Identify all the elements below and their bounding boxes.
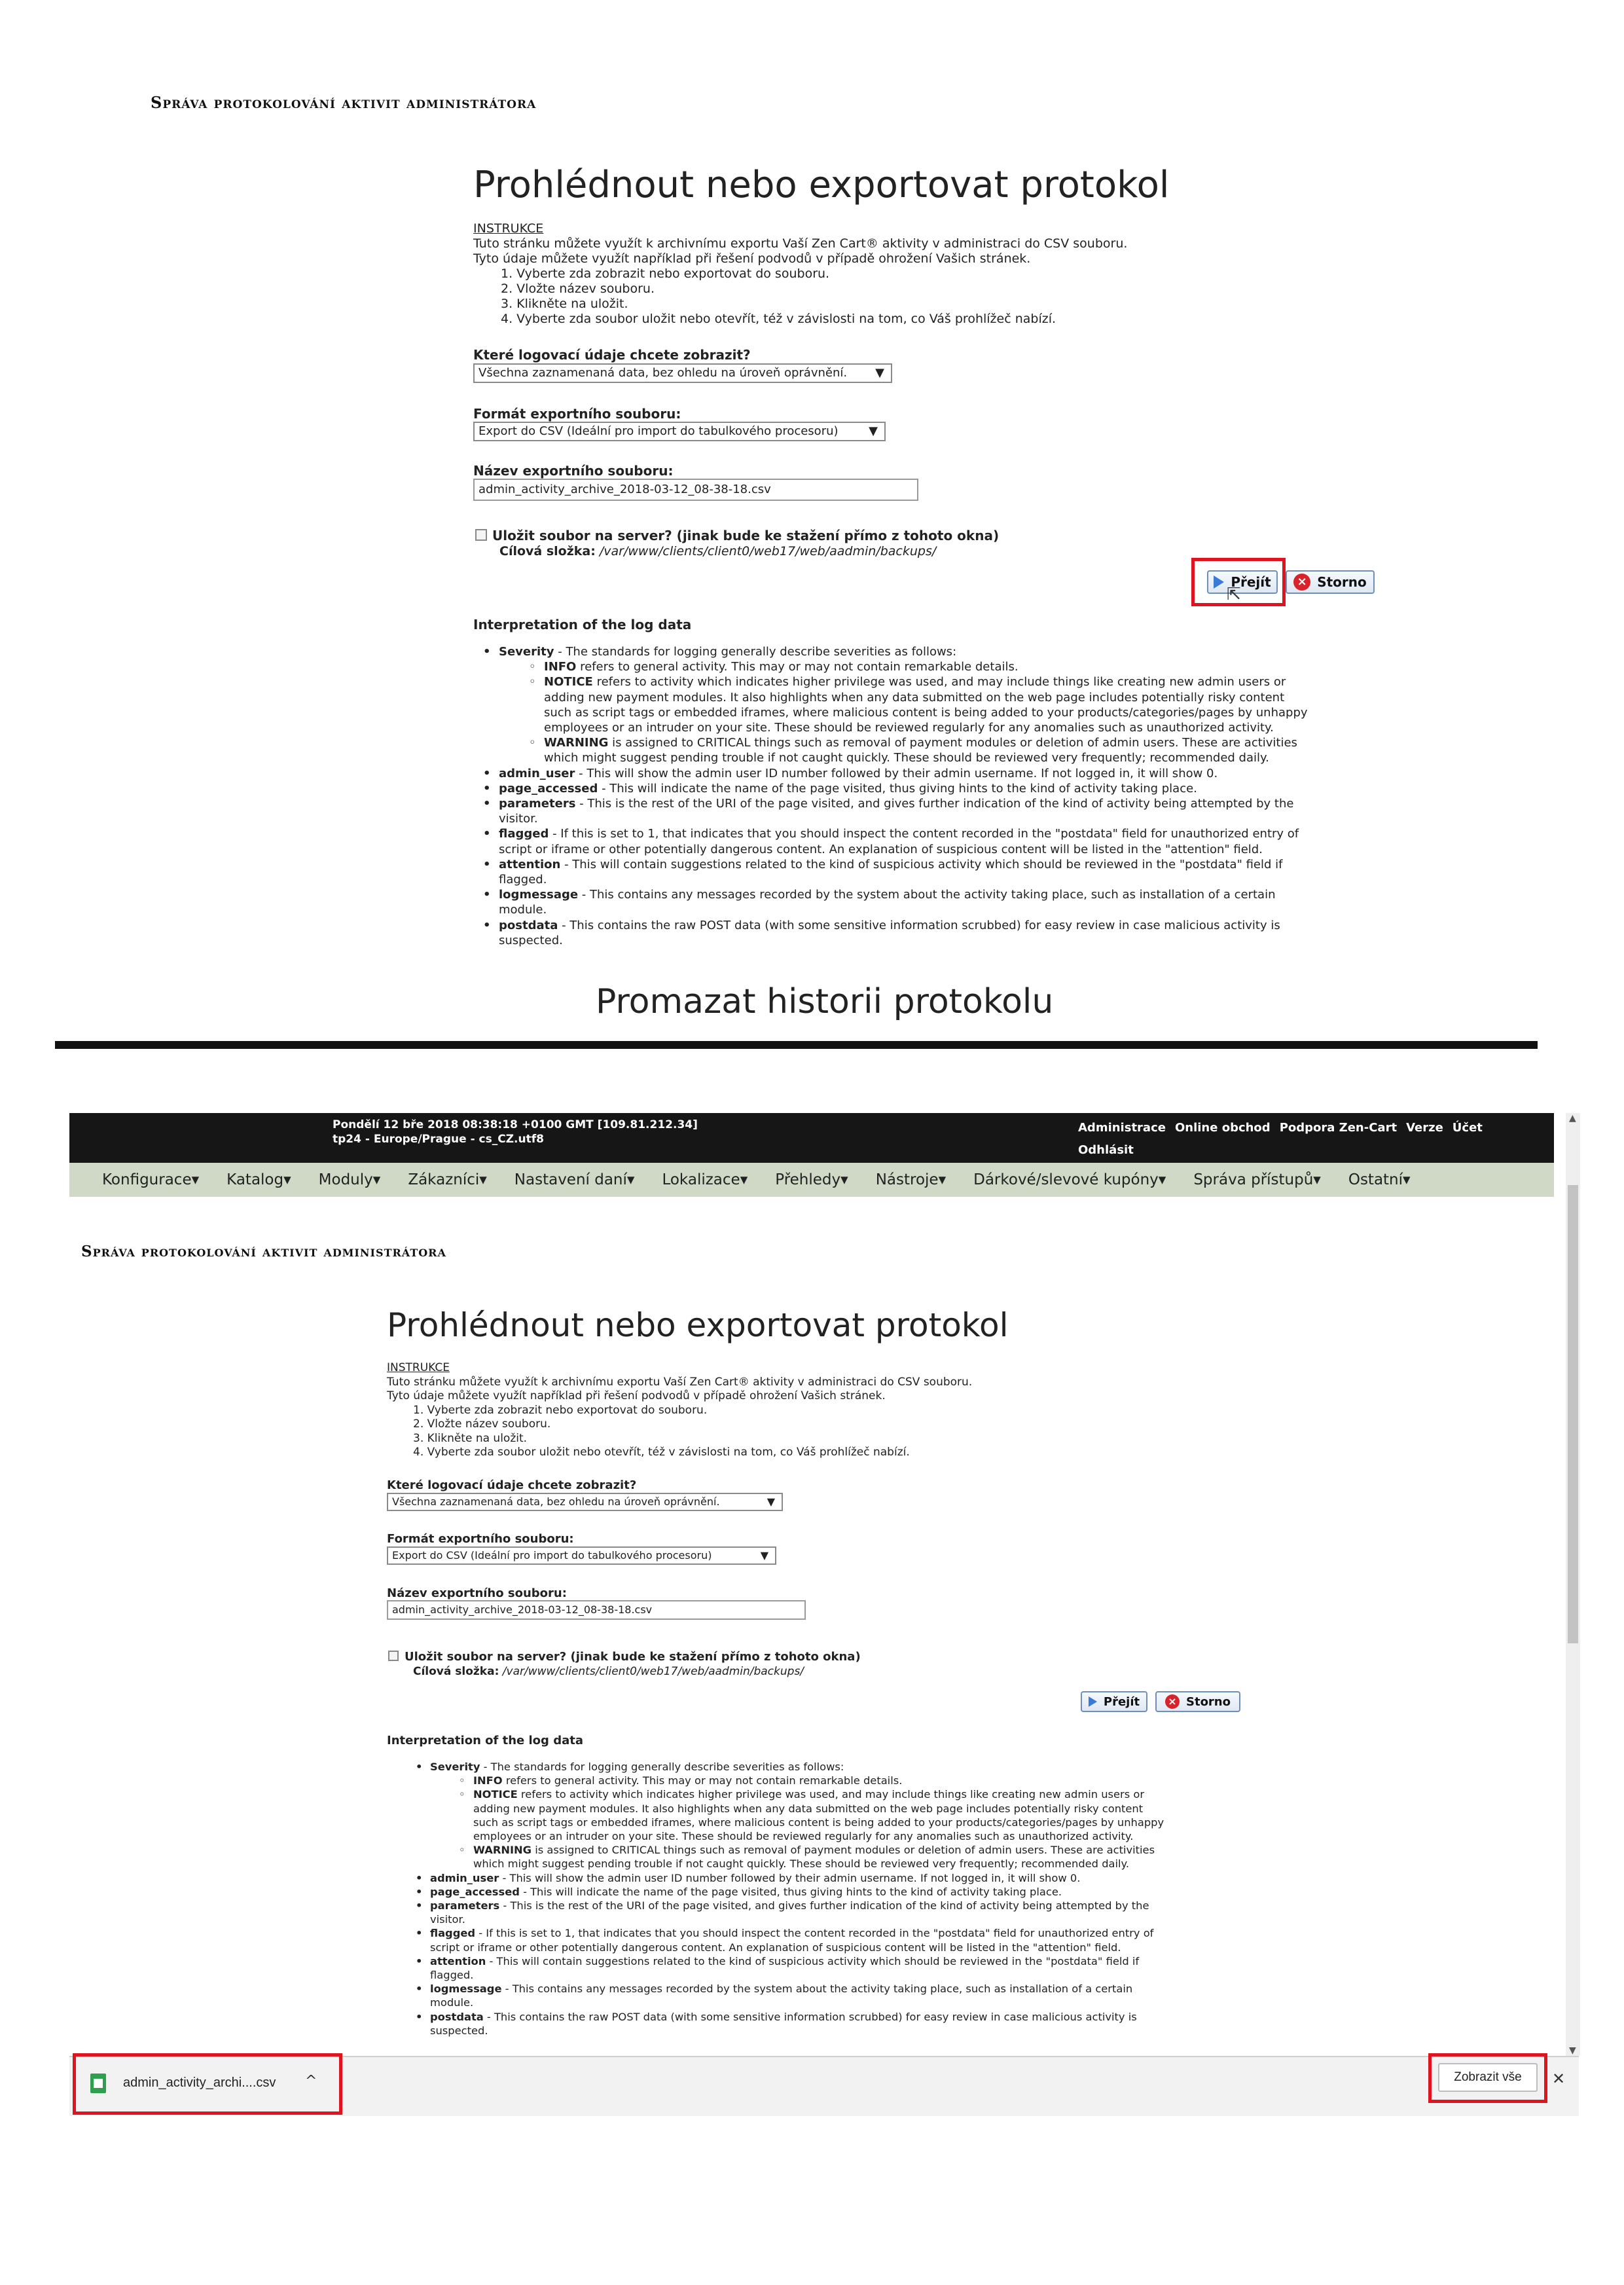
topbar-links — [1078, 1121, 1483, 1135]
link-account[interactable]: Účet — [1452, 1121, 1483, 1135]
severity-key: Severity — [430, 1761, 480, 1773]
list-item — [416, 1885, 1164, 1899]
menu-list — [102, 1163, 1411, 1197]
go-button-label: Přejít — [1103, 1694, 1140, 1709]
menu-label: Nástroje — [875, 1171, 939, 1188]
notice-line: refers to activity which indicates higher privilege was used, and may include things like creating new admin users or — [517, 1788, 1145, 1801]
instructions-steps — [387, 1404, 972, 1460]
info-text: refers to general activity. This may or may not contain remarkable details. — [502, 1774, 903, 1787]
bullet-icon: • — [483, 781, 491, 795]
field-desc: - If this is set to 1, that indicates that you should inspect the content recorded in the "postdata" field for unauthorized entry of — [549, 827, 1299, 841]
go-button-2[interactable] — [1081, 1691, 1147, 1712]
field-desc: - This contains any messages recorded by the system about the activity taking place, such as installation of a certain — [578, 888, 1276, 902]
severity-text: - The standards for logging generally describe severities as follows: — [554, 645, 957, 659]
list-item — [416, 1899, 1164, 1926]
warning-line: is assigned to CRITICAL things such as removal of payment modules or deletion of admin users. These are activities — [532, 1844, 1155, 1857]
chevron-down-icon: ▼ — [760, 1549, 768, 1562]
bullet-icon: • — [416, 1954, 423, 1967]
server-line: tp24 - Europe/Prague - cs_CZ.utf8 — [333, 1133, 544, 1146]
menu-prehledy[interactable] — [775, 1171, 848, 1188]
caret-down-icon: ▾ — [479, 1171, 487, 1188]
cancel-button-label: Storno — [1186, 1694, 1231, 1709]
bullet-icon: • — [416, 1761, 423, 1773]
menu-nastroje[interactable] — [876, 1171, 946, 1188]
scroll-down-icon[interactable]: ▼ — [1569, 2045, 1576, 2056]
field-key: admin_user — [430, 1871, 499, 1884]
list-item — [416, 1760, 1164, 1774]
step-item: 4. Vyberte zda soubor uložit nebo otevřít, též v závislosti na tom, co Váš prohlížeč nabízí. — [413, 1446, 910, 1459]
bullet-icon: • — [483, 766, 491, 780]
log-type-label-2: Které logovací údaje chcete zobrazit? — [387, 1478, 637, 1492]
field-desc: visitor. — [430, 1913, 465, 1926]
field-key: parameters — [499, 797, 576, 811]
format-select[interactable] — [473, 422, 886, 441]
list-item — [416, 1954, 1164, 1982]
notice-line: adding new payment modules. It also highlights when any data submitted on the web page includes potentially risky content — [544, 690, 1285, 704]
instructions-line2: Tyto údaje můžete využít například při řešení podvodů v případě ohrožení Vašich stránek. — [387, 1389, 886, 1402]
format-label-2: Formát exportního souboru: — [387, 1532, 574, 1546]
menu-label: Lokalizace — [662, 1171, 740, 1188]
step-item: 1. Vyberte zda zobrazit nebo exportovat do souboru. — [501, 266, 830, 281]
bullet-icon: • — [416, 2010, 423, 2023]
link-logout[interactable]: Odhlásit — [1078, 1143, 1134, 1157]
bullet-icon: • — [416, 1885, 423, 1898]
warning-line: is assigned to CRITICAL things such as removal of payment modules or deletion of admin users. These are activities — [608, 736, 1297, 750]
list-item — [483, 766, 1308, 781]
bullet-icon: • — [416, 1899, 423, 1912]
target-folder-path: /var/www/clients/client0/web17/web/aadmin/backups/ — [502, 1665, 804, 1678]
field-desc: - This will show the admin user ID number followed by their admin username. If not logged in, it will show 0. — [499, 1871, 1081, 1884]
menu-label: Moduly — [318, 1171, 373, 1188]
field-desc: - This will contain suggestions related to the kind of suspicious activity which should be reviewed in the "postdata" field if — [486, 1954, 1140, 1967]
instructions-block — [473, 221, 1127, 327]
field-desc: - This contains any messages recorded by the system about the activity taking place, such as installation of a certain — [501, 1983, 1133, 1996]
warning-key: WARNING — [544, 736, 609, 750]
go-button[interactable] — [1207, 570, 1278, 594]
play-icon — [1089, 1696, 1097, 1707]
mouse-cursor-icon: ⇱ — [1227, 585, 1241, 604]
filename-label-2: Název exportního souboru: — [387, 1586, 567, 1600]
link-shop[interactable]: Online obchod — [1174, 1121, 1271, 1135]
log-type-select[interactable] — [473, 363, 892, 383]
field-key: admin_user — [499, 766, 575, 780]
caret-down-icon: ▾ — [283, 1171, 291, 1188]
field-desc: - This will show the admin user ID number followed by their admin username. If not logged in, it will show 0. — [575, 766, 1218, 780]
caret-down-icon: ▾ — [191, 1171, 200, 1188]
scrollbar[interactable] — [1566, 1113, 1580, 2056]
link-support[interactable]: Podpora Zen-Cart — [1279, 1121, 1398, 1135]
notice-line: such as script tags or embedded iframes, where malicious content is being added to your products/categories/pages by unhappy — [544, 705, 1308, 720]
notice-line: refers to activity which indicates higher privilege was used, and may include things like creating new admin users or — [592, 675, 1286, 689]
list-item — [483, 887, 1308, 917]
show-all-button[interactable] — [1438, 2063, 1538, 2092]
bullet-icon: • — [416, 1927, 423, 1940]
instructions-line1: Tuto stránku můžete využít k archivnímu exportu Vaší Zen Cart® aktivity v administraci do CSV souboru. — [473, 236, 1128, 251]
caret-down-icon: ▾ — [938, 1171, 947, 1188]
caret-down-icon: ▾ — [626, 1171, 635, 1188]
menu-moduly[interactable] — [319, 1171, 381, 1188]
circle-bullet-icon: ◦ — [529, 675, 536, 689]
bullet-icon: • — [483, 857, 491, 871]
step-item: 2. Vložte název souboru. — [501, 282, 655, 296]
field-desc: module. — [430, 1996, 474, 2009]
instructions-line1: Tuto stránku můžete využít k archivnímu exportu Vaší Zen Cart® aktivity v administraci do CSV souboru. — [387, 1375, 973, 1389]
step-item: 3. Klikněte na uložit. — [501, 297, 628, 311]
field-key: page_accessed — [499, 781, 598, 795]
filename-label: Název exportního souboru: — [473, 463, 674, 479]
date-line: Pondělí 12 bře 2018 08:38:18 +0100 GMT [109.81.212.34] — [333, 1118, 698, 1131]
notice-line: adding new payment modules. It also highlights when any data submitted on the web page includes potentially risky content — [473, 1802, 1144, 1815]
download-item[interactable] — [123, 2075, 276, 2091]
instructions-link[interactable]: INSTRUKCE — [387, 1361, 450, 1374]
admin-topbar — [69, 1113, 1554, 1163]
log-type-select-2[interactable] — [387, 1493, 783, 1511]
filename-input-2[interactable]: admin_activity_archive_2018-03-12_08-38-18.csv — [387, 1600, 806, 1620]
field-desc: - This will contain suggestions related to the kind of suspicious activity which should be reviewed in the "postdata" field if — [560, 857, 1283, 871]
list-item — [499, 735, 1308, 765]
format-value: Export do CSV (Ideální pro import do tabulkového procesoru) — [478, 424, 839, 438]
page-title-2: Prohlédnout nebo exportovat protokol — [387, 1306, 1009, 1344]
field-desc: - This will indicate the name of the page visited, thus giving hints to the kind of activity taking place. — [519, 1885, 1062, 1898]
field-key: parameters — [430, 1899, 500, 1912]
log-type-value: Všechna zaznamenaná data, bez ohledu na úroveň oprávnění. — [392, 1495, 720, 1508]
field-key: page_accessed — [430, 1885, 520, 1898]
close-circle-icon: × — [1165, 1694, 1180, 1709]
chevron-down-icon: ▼ — [875, 366, 884, 380]
go-button-label: Přejít — [1231, 574, 1271, 590]
bullet-icon: • — [483, 888, 491, 902]
bullet-icon: • — [483, 645, 491, 659]
field-key: logmessage — [430, 1983, 502, 1996]
list-item — [430, 1774, 1164, 1787]
list-item — [483, 918, 1308, 948]
list-item — [430, 1843, 1164, 1871]
list-item — [416, 1871, 1164, 1885]
menu-katalog[interactable] — [226, 1171, 291, 1188]
caret-down-icon: ▾ — [740, 1171, 748, 1188]
target-folder-label: Cílová složka: — [413, 1665, 499, 1678]
filename-input[interactable]: admin_activity_archive_2018-03-12_08-38-18.csv — [473, 479, 918, 501]
caret-down-icon: ▾ — [372, 1171, 381, 1188]
bullet-icon: • — [416, 1871, 423, 1884]
instructions-block-2 — [387, 1361, 972, 1460]
circle-bullet-icon: ◦ — [529, 660, 536, 674]
format-label: Formát exportního souboru: — [473, 406, 681, 422]
interp-list — [483, 644, 1308, 948]
target-folder-row — [499, 544, 936, 558]
menu-label: Katalog — [226, 1171, 284, 1188]
field-key: postdata — [499, 918, 558, 932]
play-icon — [1214, 576, 1224, 589]
list-item — [416, 1926, 1164, 1954]
severity-text: - The standards for logging generally describe severities as follows: — [480, 1761, 844, 1773]
step-item: 1. Vyberte zda zobrazit nebo exportovat do souboru. — [413, 1403, 708, 1417]
menu-lokalizace[interactable] — [662, 1171, 748, 1188]
list-item — [483, 796, 1308, 826]
info-key: INFO — [544, 660, 577, 674]
menu-zakaznici[interactable] — [408, 1171, 486, 1188]
list-item — [416, 1982, 1164, 2009]
menu-label: Konfigurace — [102, 1171, 192, 1188]
list-item — [483, 644, 1308, 659]
log-type-value: Všechna zaznamenaná data, bez ohledu na úroveň oprávnění. — [478, 366, 848, 380]
step-item: 3. Klikněte na uložit. — [413, 1431, 528, 1445]
interp-title-2: Interpretation of the log data — [387, 1734, 583, 1747]
field-key: flagged — [499, 827, 549, 841]
list-item — [416, 2010, 1164, 2038]
field-key: attention — [430, 1954, 486, 1967]
field-desc: - This is the rest of the URI of the page visited, and gives further indication of the kind of activity being attempted by the — [575, 797, 1294, 811]
page-heading: Správa protokolování aktivit administrátora — [151, 93, 537, 112]
circle-bullet-icon: ◦ — [459, 1844, 465, 1857]
instructions-steps — [473, 266, 1127, 327]
chevron-up-icon[interactable]: ^ — [305, 2073, 317, 2089]
notice-line: such as script tags or embedded iframes, where malicious content is being added to your products/categories/pages by unhappy — [473, 1816, 1164, 1829]
field-desc: suspected. — [430, 2024, 488, 2037]
save-to-server-label: Uložit soubor na server? (jinak bude ke stažení přímo z tohoto okna) — [492, 528, 1000, 543]
caret-down-icon: ▾ — [1403, 1171, 1411, 1188]
field-desc: - This will indicate the name of the page visited, thus giving hints to the kind of activity taking place. — [598, 781, 1197, 795]
interp-list-2 — [416, 1760, 1164, 2038]
bullet-icon: • — [483, 797, 491, 811]
warning-key: WARNING — [473, 1844, 532, 1857]
show-all-label: Zobrazit vše — [1454, 2070, 1522, 2084]
menu-sprava-pristupu[interactable] — [1193, 1171, 1321, 1188]
notice-line: employees or an intruder on your site. These should be reviewed regularly for any anomalies such as unauthorized activity. — [544, 721, 1274, 735]
list-item — [430, 1787, 1164, 1843]
menu-label: Správa přístupů — [1193, 1171, 1314, 1188]
circle-bullet-icon: ◦ — [529, 736, 536, 750]
interp-title: Interpretation of the log data — [473, 617, 692, 632]
instructions-line2: Tyto údaje můžete využít například při řešení podvodů v případě ohrožení Vašich stránek. — [473, 251, 1031, 266]
save-to-server-label-2: Uložit soubor na server? (jinak bude ke stažení přímo z tohoto okna) — [405, 1650, 861, 1664]
notice-key: NOTICE — [544, 675, 593, 689]
list-item — [483, 781, 1308, 796]
field-desc: flagged. — [430, 1969, 474, 1982]
target-folder-path: /var/www/clients/client0/web17/web/aadmin/backups/ — [599, 544, 937, 558]
scroll-up-icon[interactable]: ▲ — [1569, 1113, 1576, 1124]
field-desc: suspected. — [499, 933, 563, 947]
bullet-icon: • — [416, 1983, 423, 1996]
step-item: 2. Vložte název souboru. — [413, 1417, 551, 1431]
chevron-down-icon: ▼ — [767, 1495, 775, 1508]
severity-key: Severity — [499, 645, 554, 659]
save-to-server-checkbox-2[interactable] — [388, 1651, 399, 1661]
field-desc: - This contains the raw POST data (with some sensitive information scrubbed) for easy review in case malicious activity is — [483, 2010, 1137, 2023]
target-folder-label: Cílová složka: — [499, 544, 596, 558]
chevron-down-icon: ▼ — [869, 424, 878, 438]
close-icon[interactable]: ✕ — [1552, 2070, 1566, 2088]
field-desc: module. — [499, 903, 547, 917]
menu-nastaveni-dani[interactable] — [514, 1171, 635, 1188]
link-admin[interactable]: Administrace — [1078, 1121, 1166, 1135]
format-select-2[interactable] — [387, 1546, 776, 1565]
circle-bullet-icon: ◦ — [459, 1774, 465, 1787]
list-item — [483, 826, 1308, 856]
notice-key: NOTICE — [473, 1788, 518, 1801]
bullet-icon: • — [483, 918, 491, 932]
cancel-button-label: Storno — [1317, 574, 1367, 590]
warning-line: which might suggest pending trouble if not caught quickly. These should be reviewed very frequently; recommended daily. — [473, 1857, 1130, 1871]
panel-divider — [55, 1041, 1538, 1049]
field-key: attention — [499, 857, 561, 871]
menu-label: Přehledy — [775, 1171, 841, 1188]
warning-line: which might suggest pending trouble if not caught quickly. These should be reviewed very frequently; recommended daily. — [544, 751, 1269, 765]
bullet-icon: • — [483, 827, 491, 841]
menu-kupony[interactable] — [973, 1171, 1166, 1188]
menu-label: Ostatní — [1348, 1171, 1403, 1188]
caret-down-icon: ▾ — [1158, 1171, 1166, 1188]
caret-down-icon: ▾ — [840, 1171, 848, 1188]
log-type-label: Které logovací údaje chcete zobrazit? — [473, 347, 751, 363]
close-circle-icon: × — [1293, 574, 1310, 591]
sheet-grid-icon — [94, 2079, 103, 2088]
menu-label: Dárkové/slevové kupóny — [973, 1171, 1159, 1188]
link-version[interactable]: Verze — [1406, 1121, 1443, 1135]
field-key: flagged — [430, 1927, 476, 1940]
page-title: Prohlédnout nebo exportovat protokol — [473, 164, 1170, 206]
menu-label: Nastavení daní — [514, 1171, 627, 1188]
field-desc: - This contains the raw POST data (with some sensitive information scrubbed) for easy review in case malicious activity is — [558, 918, 1280, 932]
info-key: INFO — [473, 1774, 503, 1787]
main-menu — [69, 1163, 1554, 1197]
purge-title: Promazat historii protokolu — [596, 982, 1054, 1020]
csv-file-icon — [90, 2074, 106, 2093]
cancel-button[interactable] — [1286, 570, 1375, 594]
cancel-button-2[interactable] — [1155, 1691, 1240, 1712]
field-key: postdata — [430, 2010, 484, 2023]
field-desc: - If this is set to 1, that indicates that you should inspect the content recorded in the "postdata" field for unauthorized entry of — [475, 1927, 1154, 1940]
info-text: refers to general activity. This may or may not contain remarkable details. — [576, 660, 1019, 674]
circle-bullet-icon: ◦ — [459, 1788, 465, 1801]
menu-label: Zákazníci — [408, 1171, 480, 1188]
save-to-server-checkbox[interactable] — [475, 529, 487, 541]
list-item — [499, 674, 1308, 735]
step-item: 4. Vyberte zda soubor uložit nebo otevřít, též v závislosti na tom, co Váš prohlížeč nabízí. — [501, 312, 1056, 326]
notice-line: employees or an intruder on your site. These should be reviewed regularly for any anomalies such as unauthorized activity. — [473, 1830, 1134, 1843]
download-filename: admin_activity_archi....csv — [123, 2075, 276, 2090]
target-folder-row-2 — [413, 1665, 804, 1678]
menu-konfigurace[interactable] — [102, 1171, 199, 1188]
field-desc: - This is the rest of the URI of the page visited, and gives further indication of the kind of activity being attempted by the — [499, 1899, 1149, 1912]
scrollbar-thumb[interactable] — [1568, 1185, 1578, 1643]
list-item — [499, 659, 1308, 674]
field-key: logmessage — [499, 888, 579, 902]
purge-title-clip — [0, 976, 1624, 1020]
menu-ostatni[interactable] — [1348, 1171, 1411, 1188]
field-desc: flagged. — [499, 873, 547, 887]
field-desc: script or iframe or other potentially dangerous content. An explanation of suspicious content will be listed in the "attention" field. — [430, 1941, 1121, 1954]
list-item — [483, 857, 1308, 887]
page-heading-2: Správa protokolování aktivit administrátora — [81, 1243, 446, 1260]
instructions-link[interactable]: INSTRUKCE — [473, 221, 544, 236]
format-value: Export do CSV (Ideální pro import do tabulkového procesoru) — [392, 1549, 712, 1562]
field-desc: visitor. — [499, 812, 538, 826]
field-desc: script or iframe or other potentially dangerous content. An explanation of suspicious content will be listed in the "attention" field. — [499, 842, 1263, 856]
caret-down-icon: ▾ — [1313, 1171, 1321, 1188]
